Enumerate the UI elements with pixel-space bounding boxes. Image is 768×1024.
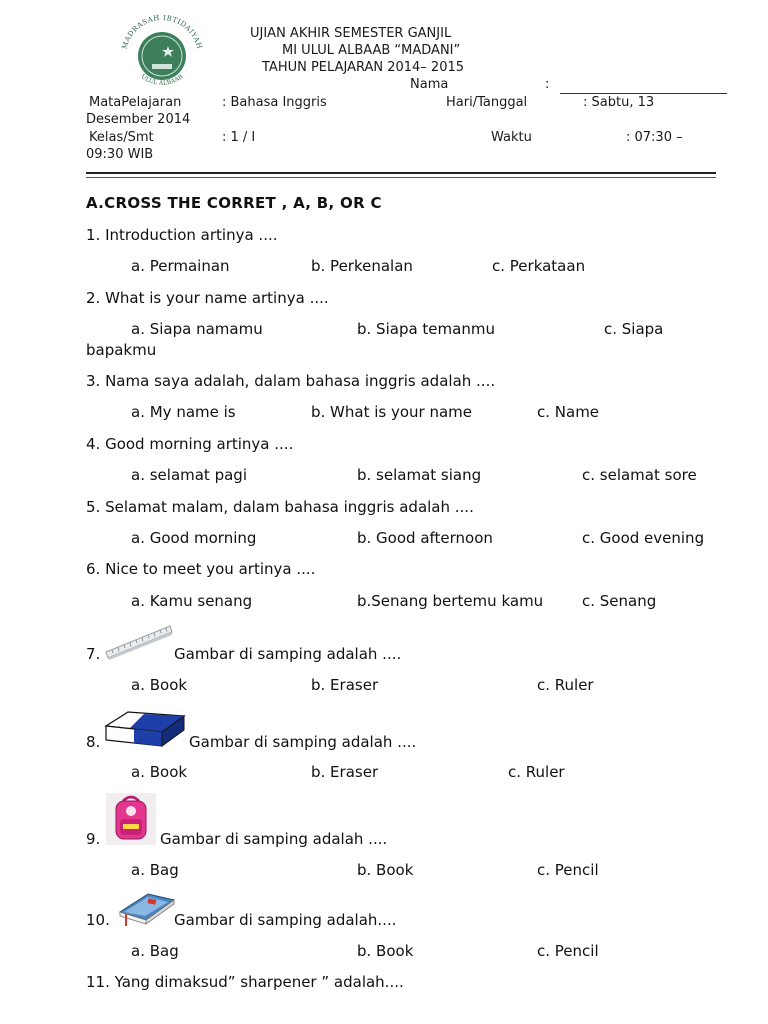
q1-option-c[interactable]: c. Perkataan xyxy=(492,257,586,275)
question-7-number: 7. xyxy=(86,645,101,663)
kelas-value: : 1 / I xyxy=(222,130,256,145)
school-logo xyxy=(112,14,212,92)
hari-value: : Sabtu, 13 xyxy=(583,95,655,110)
logo-top-text: MADRASAH IBTIDAIYAH xyxy=(120,14,204,51)
q8-option-a[interactable]: a. Book xyxy=(131,763,188,781)
nama-label: Nama xyxy=(410,77,449,92)
q10-option-c[interactable]: c. Pencil xyxy=(537,942,599,960)
q2-option-c[interactable]: c. Siapa xyxy=(604,320,664,338)
q5-option-a[interactable]: a. Good morning xyxy=(131,529,257,547)
header-divider-thick xyxy=(86,172,716,174)
q9-option-a[interactable]: a. Bag xyxy=(131,861,179,879)
logo-bottom-text: ULUL ALBAAB xyxy=(139,73,185,87)
mapel-value: : Bahasa Inggris xyxy=(222,95,327,110)
q5-option-c[interactable]: c. Good evening xyxy=(582,529,705,547)
q4-option-b[interactable]: b. selamat siang xyxy=(357,466,482,484)
question-2: 2. What is your name artinya .... xyxy=(86,289,329,307)
question-4: 4. Good morning artinya .... xyxy=(86,435,294,453)
q3-option-c[interactable]: c. Name xyxy=(537,403,600,421)
question-9-number: 9. xyxy=(86,830,101,848)
q1-option-b[interactable]: b. Perkenalan xyxy=(311,257,413,275)
q9-option-b[interactable]: b. Book xyxy=(357,861,414,879)
question-8-number: 8. xyxy=(86,733,101,751)
q2-option-a[interactable]: a. Siapa namamu xyxy=(131,320,263,338)
eraser-image xyxy=(104,708,186,748)
q3-option-b[interactable]: b. What is your name xyxy=(311,403,473,421)
q7-option-b[interactable]: b. Eraser xyxy=(311,676,379,694)
question-7: Gambar di samping adalah .... xyxy=(174,645,402,663)
q3-option-a[interactable]: a. My name is xyxy=(131,403,236,421)
section-title: A.CROSS THE CORRET , A, B, OR C xyxy=(86,194,382,212)
q6-option-b[interactable]: b.Senang bertemu kamu xyxy=(357,592,544,610)
q4-option-c[interactable]: c. selamat sore xyxy=(582,466,697,484)
q7-option-c[interactable]: c. Ruler xyxy=(537,676,594,694)
question-1: 1. Introduction artinya .... xyxy=(86,226,278,244)
book-image xyxy=(118,890,176,926)
q5-option-b[interactable]: b. Good afternoon xyxy=(357,529,493,547)
exam-title: UJIAN AKHIR SEMESTER GANJIL xyxy=(250,26,452,41)
waktu-value: : 07:30 – xyxy=(626,130,683,145)
mapel-label: MataPelajaran xyxy=(89,95,182,110)
kelas-label: Kelas/Smt xyxy=(89,130,154,145)
question-11: 11. Yang dimaksud” sharpener ” adalah.... xyxy=(86,973,404,991)
q10-option-a[interactable]: a. Bag xyxy=(131,942,179,960)
hari-label: Hari/Tanggal xyxy=(446,95,528,110)
ruler-image xyxy=(104,622,174,660)
nama-colon: : xyxy=(545,77,550,92)
bag-image xyxy=(106,793,156,845)
q6-option-a[interactable]: a. Kamu senang xyxy=(131,592,253,610)
question-9: Gambar di samping adalah .... xyxy=(160,830,388,848)
header-divider-thin xyxy=(86,177,716,178)
waktu-value-cont: 09:30 WIB xyxy=(86,147,154,162)
q8-option-c[interactable]: c. Ruler xyxy=(508,763,565,781)
q1-option-a[interactable]: a. Permainan xyxy=(131,257,230,275)
hari-value-cont: Desember 2014 xyxy=(86,112,191,127)
waktu-label: Waktu xyxy=(491,130,532,145)
q2-option-b[interactable]: b. Siapa temanmu xyxy=(357,320,495,338)
question-10: Gambar di samping adalah.... xyxy=(174,911,397,929)
question-10-number: 10. xyxy=(86,911,110,929)
question-5: 5. Selamat malam, dalam bahasa inggris adalah .... xyxy=(86,498,474,516)
q2-option-c-cont[interactable]: bapakmu xyxy=(86,341,157,359)
q8-option-b[interactable]: b. Eraser xyxy=(311,763,379,781)
q7-option-a[interactable]: a. Book xyxy=(131,676,188,694)
nama-field[interactable] xyxy=(560,77,727,94)
question-6: 6. Nice to meet you artinya .... xyxy=(86,560,316,578)
q6-option-c[interactable]: c. Senang xyxy=(582,592,657,610)
q9-option-c[interactable]: c. Pencil xyxy=(537,861,599,879)
q4-option-a[interactable]: a. selamat pagi xyxy=(131,466,247,484)
school-name: MI ULUL ALBAAB “MADANI” xyxy=(282,43,461,58)
question-3: 3. Nama saya adalah, dalam bahasa inggris adalah .... xyxy=(86,372,496,390)
question-8: Gambar di samping adalah .... xyxy=(189,733,417,751)
academic-year: TAHUN PELAJARAN 2014– 2015 xyxy=(262,60,465,75)
q10-option-b[interactable]: b. Book xyxy=(357,942,414,960)
